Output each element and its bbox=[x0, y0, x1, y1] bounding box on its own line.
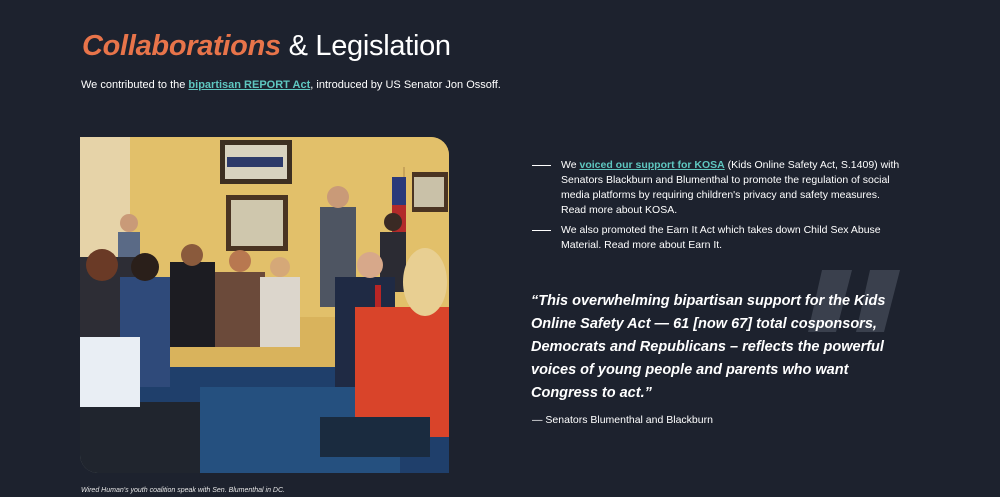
list-item bbox=[532, 223, 902, 253]
quote-text: “This overwhelming bipartisan support for the Kids Online Safety Act — 61 [now 67] total cosponsors, Democrats and Republicans – reflects the powerful voices of young people and parents who want Congress to act.” bbox=[531, 293, 886, 401]
intro-text bbox=[81, 78, 501, 92]
report-act-link[interactable]: bipartisan REPORT Act bbox=[188, 79, 311, 91]
dash-divider bbox=[532, 230, 551, 231]
title-accent: Collaborations bbox=[82, 30, 281, 62]
kosa-support-link[interactable]: voiced our support for KOSA bbox=[579, 159, 725, 171]
dash-divider bbox=[532, 165, 551, 166]
bullet-text: We also promoted the Earn It Act which takes down Child Sex Abuse Material. Read more about Earn It. bbox=[561, 224, 881, 251]
bullet-before: We bbox=[561, 159, 580, 171]
intro-before: We contributed to the bbox=[81, 79, 189, 91]
quote-attribution: — Senators Blumenthal and Blackburn bbox=[532, 414, 713, 426]
list-item bbox=[532, 158, 902, 218]
intro-after: , introduced by US Senator Jon Ossoff. bbox=[310, 79, 501, 91]
bullet-list bbox=[532, 158, 902, 258]
photo-caption: Wired Human's youth coalition speak with Sen. Blumenthal in DC. bbox=[81, 487, 285, 494]
page-title bbox=[82, 28, 451, 64]
bullet-after: (Kids Online Safety Act, S.1409) with Senators Blackburn and Blumenthal to promote the regulation of social media platforms by requiring children's privacy and safety measures. Read more about KOSA. bbox=[561, 159, 900, 216]
photo-illustration bbox=[80, 137, 449, 473]
coalition-photo bbox=[80, 137, 449, 473]
title-rest: & Legislation bbox=[280, 30, 451, 62]
